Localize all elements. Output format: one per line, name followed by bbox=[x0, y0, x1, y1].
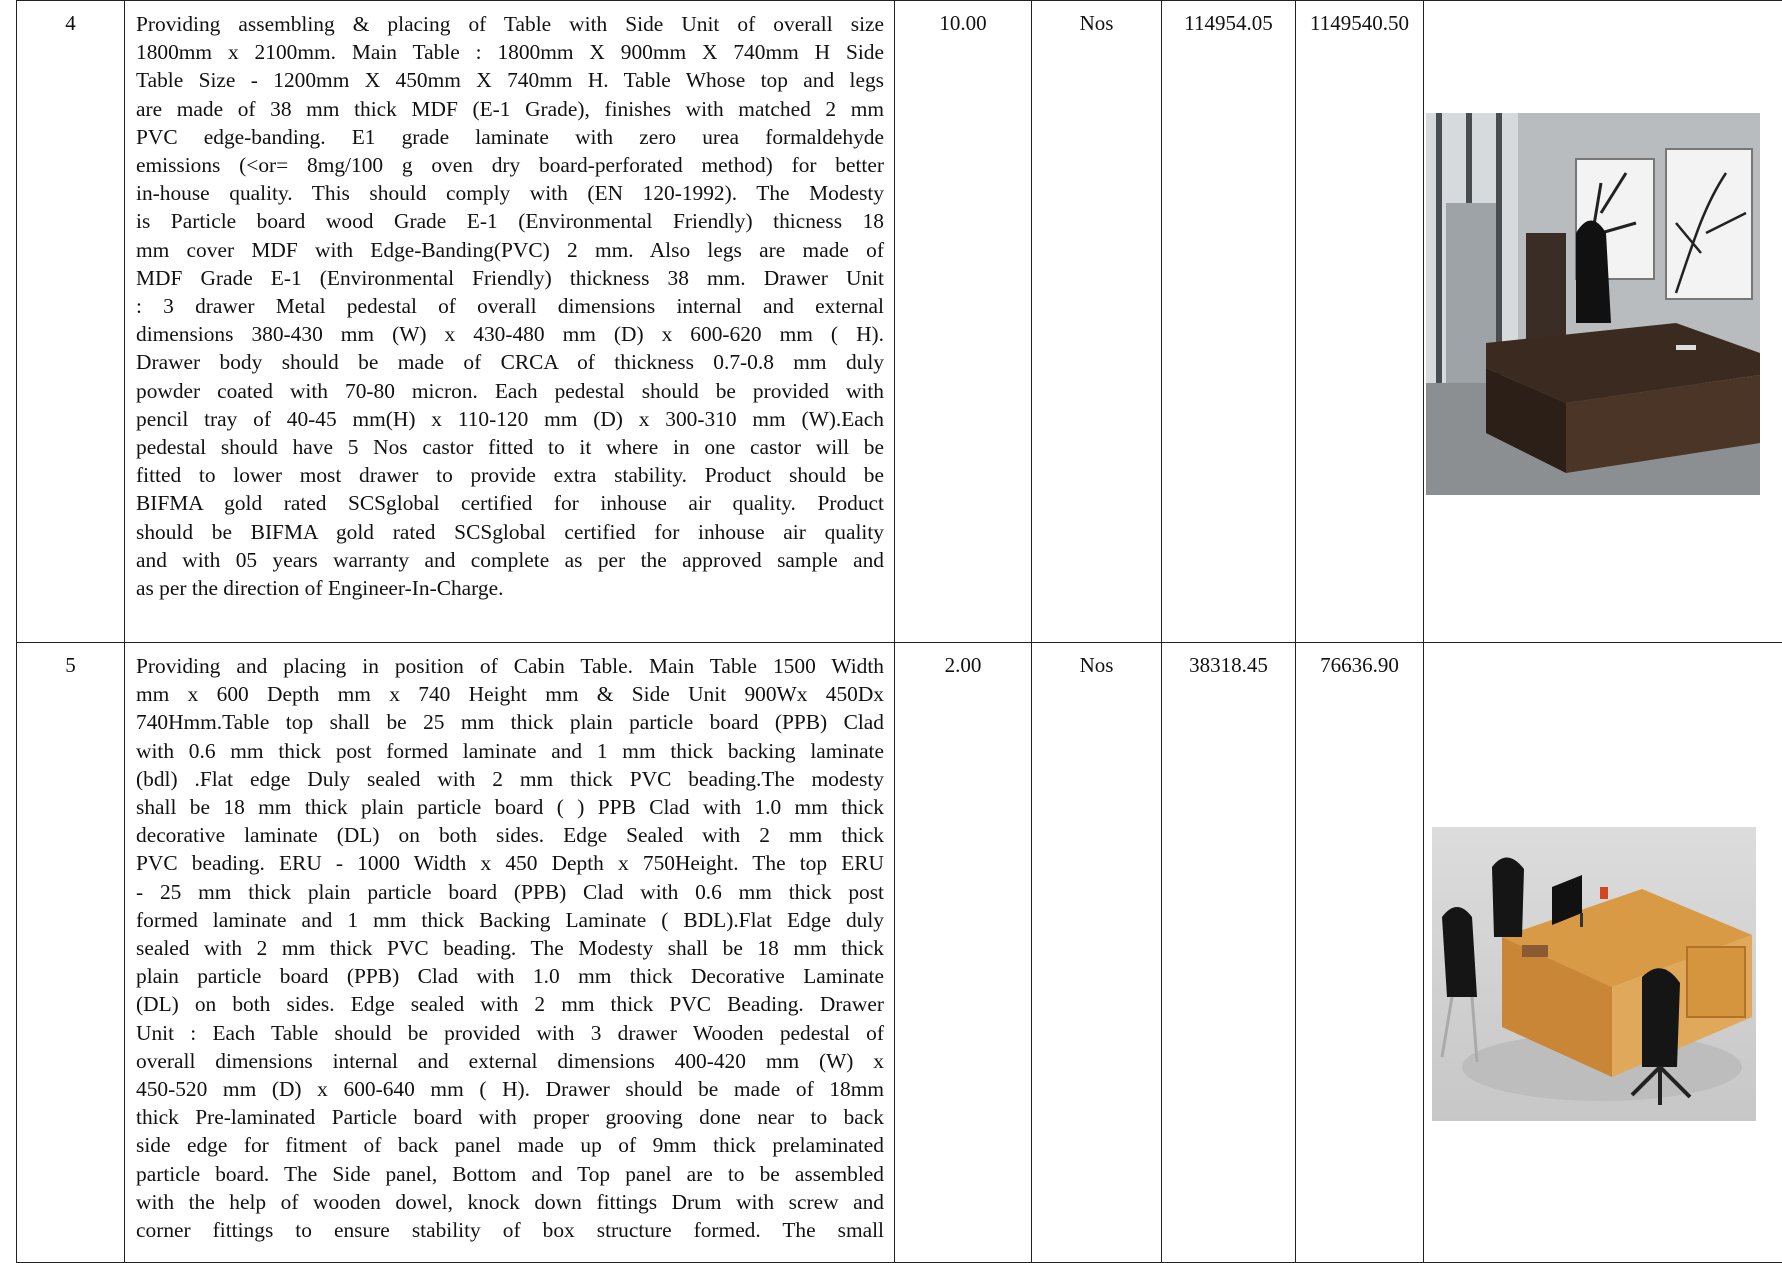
item-description bbox=[125, 1, 895, 643]
description-line: shall be 18 mm thick plain particle board ( ) PPB Clad with 1.0 mm thick bbox=[136, 793, 884, 821]
description-line: pencil tray of 40-45 mm(H) x 110-120 mm (D) x 300-310 mm (W).Each bbox=[136, 405, 884, 433]
description-line: BIFMA gold rated SCSglobal certified for inhouse air quality. Product bbox=[136, 489, 884, 517]
description-line: and with 05 years warranty and complete as per the approved sample and bbox=[136, 546, 884, 574]
description-line: particle board. The Side panel, Bottom and Top panel are to be assembled bbox=[136, 1160, 884, 1188]
description-line: powder coated with 70-80 micron. Each pedestal should be provided with bbox=[136, 377, 884, 405]
office-table-photo bbox=[1426, 113, 1760, 495]
description-line: overall dimensions internal and external dimensions 400-420 mm (W) x bbox=[136, 1047, 884, 1075]
quantity: 10.00 bbox=[895, 1, 1032, 643]
description-line: MDF Grade E-1 (Environmental Friendly) thickness 38 mm. Drawer Unit bbox=[136, 264, 884, 292]
description-line: plain particle board (PPB) Clad with 1.0 mm thick Decorative Laminate bbox=[136, 962, 884, 990]
product-image-cell bbox=[1424, 643, 1782, 1263]
description-line: 740Hmm.Table top shall be 25 mm thick plain particle board (PPB) Clad bbox=[136, 708, 884, 736]
table-row bbox=[17, 643, 1782, 1263]
table-row bbox=[17, 1, 1782, 643]
description-text bbox=[136, 10, 884, 602]
description-line: is Particle board wood Grade E-1 (Environmental Friendly) thicness 18 bbox=[136, 207, 884, 235]
description-text bbox=[136, 652, 884, 1244]
description-line: dimensions 380-430 mm (W) x 430-480 mm (D) x 600-620 mm ( H). bbox=[136, 320, 884, 348]
description-line: are made of 38 mm thick MDF (E-1 Grade), finishes with matched 2 mm bbox=[136, 95, 884, 123]
description-line: Drawer body should be made of CRCA of thickness 0.7-0.8 mm duly bbox=[136, 348, 884, 376]
description-line: (bdl) .Flat edge Duly sealed with 2 mm thick PVC beading.The modesty bbox=[136, 765, 884, 793]
quantity: 2.00 bbox=[895, 643, 1032, 1263]
description-line: 1800mm x 2100mm. Main Table : 1800mm X 900mm X 740mm H Side bbox=[136, 38, 884, 66]
description-line: Providing and placing in position of Cabin Table. Main Table 1500 Width bbox=[136, 652, 884, 680]
boq-table bbox=[16, 0, 1782, 1263]
unit: Nos bbox=[1032, 643, 1162, 1263]
description-line: mm cover MDF with Edge-Banding(PVC) 2 mm. Also legs are made of bbox=[136, 236, 884, 264]
description-line: PVC edge-banding. E1 grade laminate with zero urea formaldehyde bbox=[136, 123, 884, 151]
description-line: mm x 600 Depth mm x 740 Height mm & Side Unit 900Wx 450Dx bbox=[136, 680, 884, 708]
description-line: emissions (<or= 8mg/100 g oven dry board-perforated method) for better bbox=[136, 151, 884, 179]
item-description bbox=[125, 643, 895, 1263]
description-line: PVC beading. ERU - 1000 Width x 450 Depth x 750Height. The top ERU bbox=[136, 849, 884, 877]
description-line: (DL) on both sides. Edge sealed with 2 mm thick PVC Beading. Drawer bbox=[136, 990, 884, 1018]
description-line: pedestal should have 5 Nos castor fitted to it where in one castor will be bbox=[136, 433, 884, 461]
serial-number: 5 bbox=[17, 643, 125, 1263]
description-line: with the help of wooden dowel, knock down fittings Drum with screw and bbox=[136, 1188, 884, 1216]
description-line: formed laminate and 1 mm thick Backing Laminate ( BDL).Flat Edge duly bbox=[136, 906, 884, 934]
amount: 1149540.50 bbox=[1296, 1, 1424, 643]
rate: 38318.45 bbox=[1162, 643, 1296, 1263]
product-image-cell bbox=[1424, 1, 1782, 643]
description-line: 450-520 mm (D) x 600-640 mm ( H). Drawer should be made of 18mm bbox=[136, 1075, 884, 1103]
unit: Nos bbox=[1032, 1, 1162, 643]
description-line: should be BIFMA gold rated SCSglobal certified for inhouse air quality bbox=[136, 518, 884, 546]
description-line: as per the direction of Engineer-In-Charge. bbox=[136, 574, 884, 602]
serial-number: 4 bbox=[17, 1, 125, 643]
description-line: : 3 drawer Metal pedestal of overall dimensions internal and external bbox=[136, 292, 884, 320]
description-line: fitted to lower most drawer to provide extra stability. Product should be bbox=[136, 461, 884, 489]
description-line: - 25 mm thick plain particle board (PPB) Clad with 0.6 mm thick post bbox=[136, 878, 884, 906]
description-line: side edge for fitment of back panel made up of 9mm thick prelaminated bbox=[136, 1131, 884, 1159]
description-line: with 0.6 mm thick post formed laminate and 1 mm thick backing laminate bbox=[136, 737, 884, 765]
rate: 114954.05 bbox=[1162, 1, 1296, 643]
description-line: decorative laminate (DL) on both sides. Edge Sealed with 2 mm thick bbox=[136, 821, 884, 849]
description-line: Providing assembling & placing of Table with Side Unit of overall size bbox=[136, 10, 884, 38]
description-line: Table Size - 1200mm X 450mm X 740mm H. Table Whose top and legs bbox=[136, 66, 884, 94]
amount: 76636.90 bbox=[1296, 643, 1424, 1263]
cabin-table-photo bbox=[1432, 827, 1756, 1121]
description-line: Unit : Each Table should be provided with 3 drawer Wooden pedestal of bbox=[136, 1019, 884, 1047]
description-line: sealed with 2 mm thick PVC beading. The Modesty shall be 18 mm thick bbox=[136, 934, 884, 962]
description-line: corner fittings to ensure stability of box structure formed. The small bbox=[136, 1216, 884, 1244]
description-line: in-house quality. This should comply with (EN 120-1992). The Modesty bbox=[136, 179, 884, 207]
description-line: thick Pre-laminated Particle board with proper grooving done near to back bbox=[136, 1103, 884, 1131]
